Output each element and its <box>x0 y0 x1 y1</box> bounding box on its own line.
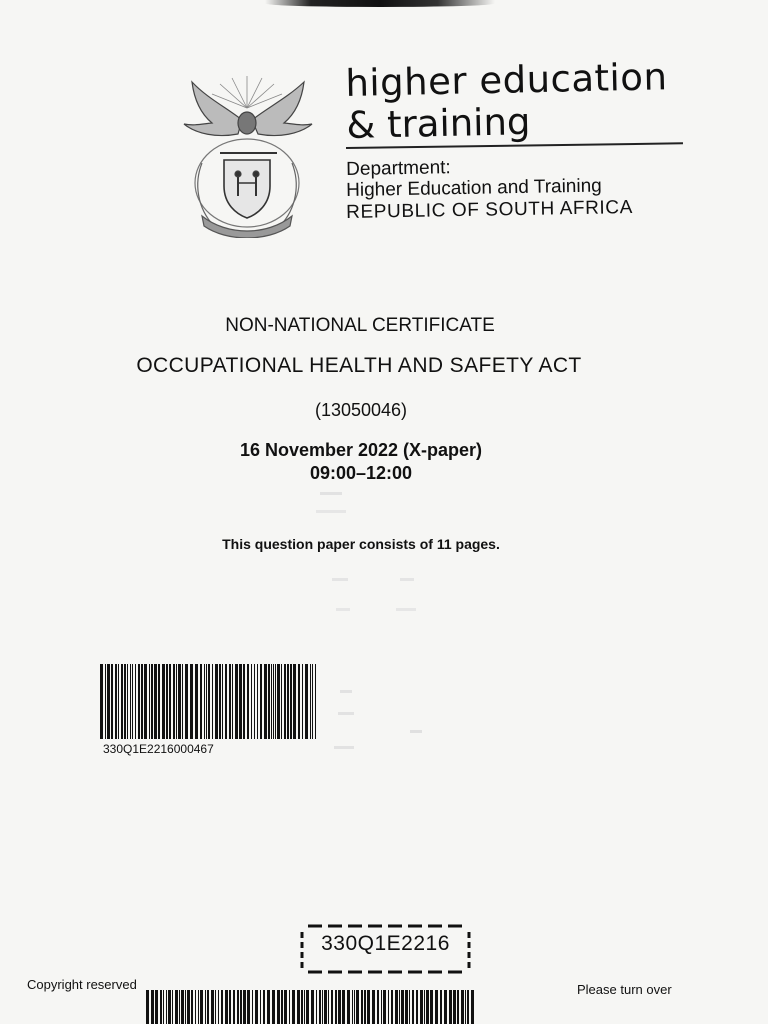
barcode-bar <box>141 664 143 739</box>
barcode-bar <box>467 990 469 1024</box>
barcode-bar <box>190 664 193 739</box>
barcode-bar <box>268 664 270 739</box>
barcode-bar <box>302 664 303 739</box>
barcode-bar <box>185 664 188 739</box>
barcode-bar <box>395 990 398 1024</box>
barcode-bar <box>158 664 160 739</box>
barcode-bar <box>367 990 370 1024</box>
barcode-bar <box>331 990 333 1024</box>
barcode-bar <box>277 664 280 739</box>
department-name: Higher Education and Training <box>346 175 602 201</box>
barcode-bar <box>444 990 447 1024</box>
barcode-bar <box>195 990 196 1024</box>
exam-date: 16 November 2022 (X-paper) <box>239 440 483 460</box>
barcode-bar <box>372 990 375 1024</box>
barcode-bar <box>260 990 261 1024</box>
barcode-bar <box>347 990 350 1024</box>
barcode-bar <box>111 664 113 739</box>
barcode-bar <box>198 990 199 1024</box>
barcode-bar <box>160 990 162 1024</box>
barcode-bar <box>465 990 466 1024</box>
barcode-main-number: 330Q1E2216000467 <box>103 742 214 756</box>
barcode-bar <box>401 990 404 1024</box>
barcode-bar <box>221 990 223 1024</box>
barcode-bar <box>457 990 459 1024</box>
barcode-bar <box>200 990 203 1024</box>
barcode-bar <box>107 664 110 739</box>
exam-code: (13050046) <box>314 400 408 420</box>
barcode-bar <box>215 664 218 739</box>
barcode-bar <box>155 990 158 1024</box>
department-label: Department: <box>346 157 451 180</box>
barcode-bar <box>166 990 167 1024</box>
barcode-bar <box>206 664 207 739</box>
barcode-bar <box>254 664 255 739</box>
coat-of-arms-icon <box>172 68 322 238</box>
barcode-bar <box>297 990 300 1024</box>
barcode-bar <box>301 990 303 1024</box>
barcode-bar <box>212 664 213 739</box>
barcode-bar <box>289 990 290 1024</box>
barcode-bar <box>185 990 186 1024</box>
barcode-bar <box>426 990 429 1024</box>
barcode-bar <box>200 664 202 739</box>
barcode-bar <box>311 990 314 1024</box>
barcode-bar <box>290 664 292 739</box>
barcode-bar <box>383 990 386 1024</box>
barcode-bar <box>324 990 327 1024</box>
barcode-bar <box>118 664 119 739</box>
barcode-bar <box>132 664 133 739</box>
barcode-bar <box>149 664 150 739</box>
barcode-bar <box>229 990 231 1024</box>
barcode-bar <box>127 664 128 739</box>
barcode-bar <box>319 990 321 1024</box>
barcode-bar <box>204 664 205 739</box>
barcode-bar <box>316 990 317 1024</box>
barcode-bar <box>162 664 165 739</box>
barcode-bar <box>471 990 474 1024</box>
barcode-bar <box>146 990 149 1024</box>
barcode-bar <box>388 990 389 1024</box>
barcode-bar <box>277 990 280 1024</box>
stamp-code: 330Q1E2216 <box>321 932 450 955</box>
barcode-bar <box>356 990 359 1024</box>
department-country: REPUBLIC OF SOUTH AFRICA <box>346 196 634 223</box>
barcode-bar <box>412 990 414 1024</box>
bleed-through-marks <box>310 490 440 760</box>
barcode-bar <box>273 664 274 739</box>
barcode-bar <box>399 990 400 1024</box>
barcode-bar <box>179 990 180 1024</box>
barcode-bar <box>352 990 353 1024</box>
barcode-bar <box>233 990 235 1024</box>
barcode-bar <box>377 990 379 1024</box>
barcode-bar <box>287 664 289 739</box>
barcode-bar <box>284 664 286 739</box>
page-count-note: This question paper consists of 11 pages. <box>222 536 500 552</box>
barcode-bar <box>172 990 173 1024</box>
barcode-bar <box>272 990 275 1024</box>
barcode-bar <box>430 990 433 1024</box>
barcode-bar <box>240 990 242 1024</box>
barcode-bar <box>306 990 309 1024</box>
barcode-bar <box>163 990 164 1024</box>
barcode-bar <box>381 990 382 1024</box>
barcode-bar <box>205 990 206 1024</box>
barcode-bar <box>232 664 233 739</box>
barcode-bar <box>130 664 131 739</box>
barcode-bar <box>229 664 231 739</box>
barcode-bar <box>225 990 228 1024</box>
barcode-bar <box>105 664 106 739</box>
barcode-bar <box>182 664 183 739</box>
barcode-bar <box>310 664 311 739</box>
barcode-bar <box>435 990 438 1024</box>
barcode-bar <box>449 990 452 1024</box>
barcode-bar <box>271 664 272 739</box>
barcode-bar <box>178 664 181 739</box>
barcode-bar <box>181 990 184 1024</box>
barcode-bar <box>364 990 366 1024</box>
barcode-bar <box>207 990 209 1024</box>
barcode-bar <box>173 664 175 739</box>
barcode-bar <box>154 664 157 739</box>
barcode-bar <box>166 664 168 739</box>
barcode-bottom <box>146 990 474 1024</box>
turn-over-note: Please turn over <box>577 982 672 997</box>
barcode-bar <box>219 664 221 739</box>
barcode-bar <box>424 990 425 1024</box>
barcode-bar <box>121 664 123 739</box>
barcode-bar <box>281 664 282 739</box>
brand-title-line2: & training <box>346 100 531 147</box>
exam-time: 09:00–12:00 <box>309 463 413 483</box>
barcode-bar <box>247 990 250 1024</box>
barcode-bar <box>237 990 239 1024</box>
barcode-bar <box>293 664 296 739</box>
scan-smudge <box>265 0 495 7</box>
exam-subject: OCCUPATIONAL HEALTH AND SAFETY ACT <box>136 354 582 377</box>
barcode-bar <box>391 990 393 1024</box>
barcode-bar <box>461 990 464 1024</box>
barcode-bar <box>243 664 245 739</box>
barcode-bar <box>243 990 246 1024</box>
barcode-bar <box>304 990 305 1024</box>
barcode-bar <box>215 990 216 1024</box>
barcode-bar <box>251 664 252 739</box>
barcode-bar <box>267 990 270 1024</box>
barcode-bar <box>135 664 136 739</box>
barcode-bar <box>263 990 265 1024</box>
barcode-bar <box>312 664 313 739</box>
barcode-bar <box>405 990 408 1024</box>
barcode-bar <box>453 990 456 1024</box>
barcode-bar <box>275 664 276 739</box>
barcode-bar <box>218 990 219 1024</box>
barcode-bar <box>222 664 223 739</box>
barcode-bar <box>151 990 154 1024</box>
barcode-bar <box>260 664 262 739</box>
barcode-bar <box>440 990 442 1024</box>
barcode-bar <box>191 990 193 1024</box>
barcode-bar <box>169 664 171 739</box>
barcode-bar <box>292 990 295 1024</box>
barcode-bar <box>281 990 283 1024</box>
barcode-bar <box>361 990 363 1024</box>
barcode-bar <box>208 664 210 739</box>
barcode-bar <box>115 664 117 739</box>
barcode-bar <box>168 990 171 1024</box>
barcode-bar <box>416 990 418 1024</box>
barcode-bar <box>420 990 423 1024</box>
certificate-type: NON-NATIONAL CERTIFICATE <box>225 315 495 336</box>
barcode-bar <box>175 990 178 1024</box>
barcode-bar <box>284 990 287 1024</box>
barcode-bar <box>342 990 345 1024</box>
barcode-bar <box>239 664 242 739</box>
barcode-bar <box>225 664 227 739</box>
barcode-bar <box>252 990 253 1024</box>
barcode-bar <box>247 664 249 739</box>
barcode-bar <box>151 664 153 739</box>
barcode-bar <box>195 664 198 739</box>
barcode-bar <box>211 990 214 1024</box>
barcode-bar <box>255 990 258 1024</box>
copyright-note: Copyright reserved <box>27 977 137 992</box>
barcode-bar <box>328 990 329 1024</box>
barcode-bar <box>354 990 355 1024</box>
barcode-bar <box>322 990 323 1024</box>
barcode-main <box>100 664 316 739</box>
brand-title-line1: higher education <box>345 55 668 105</box>
barcode-bar <box>338 990 341 1024</box>
barcode-bar <box>124 664 126 739</box>
barcode-bar <box>144 664 147 739</box>
barcode-bar <box>264 664 267 739</box>
barcode-bar <box>315 664 316 739</box>
barcode-bar <box>138 664 140 739</box>
barcode-bar <box>409 990 410 1024</box>
barcode-bar <box>100 664 103 739</box>
barcode-bar <box>298 664 300 739</box>
barcode-bar <box>335 990 337 1024</box>
barcode-bar <box>235 664 238 739</box>
barcode-bar <box>176 664 177 739</box>
barcode-bar <box>305 664 308 739</box>
barcode-bar <box>257 664 258 739</box>
barcode-bar <box>187 990 190 1024</box>
